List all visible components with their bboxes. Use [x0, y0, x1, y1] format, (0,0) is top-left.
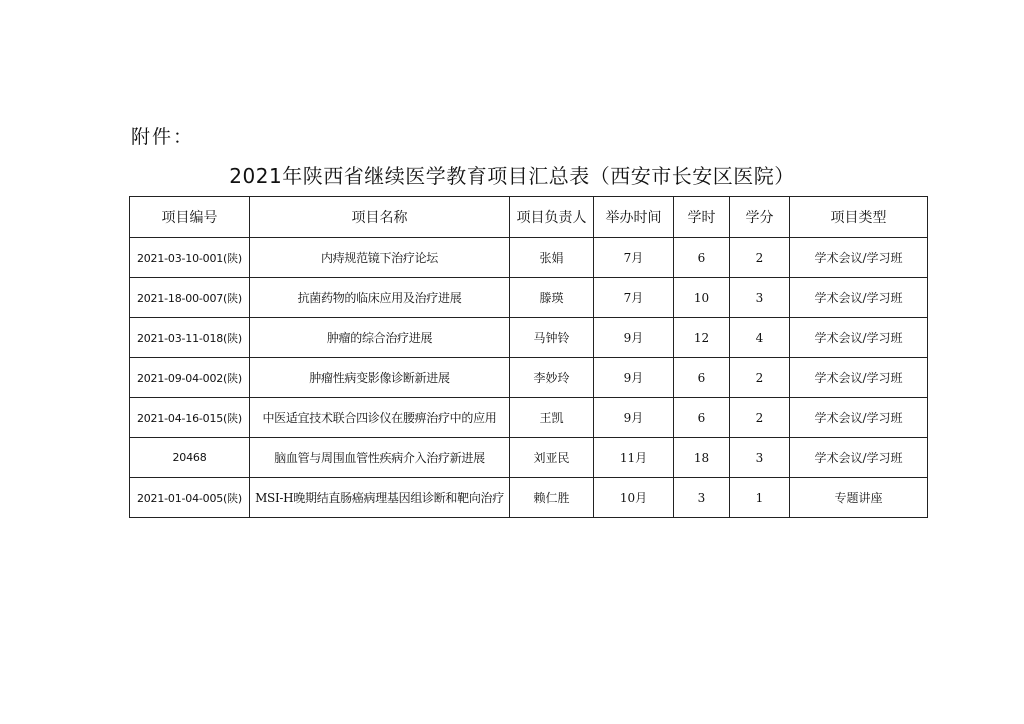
project-code-cell: 2021-03-11-018(陕) [130, 318, 250, 358]
project-code-cell: 2021-03-10-001(陕) [130, 238, 250, 278]
class-hours-cell: 18 [674, 438, 730, 478]
project-leader-cell: 刘亚民 [510, 438, 594, 478]
hold-time-cell: 11月 [594, 438, 674, 478]
header-project-leader: 项目负责人 [510, 197, 594, 238]
project-type-cell: 学术会议/学习班 [790, 438, 928, 478]
table-row [130, 478, 928, 518]
header-project-type: 项目类型 [790, 197, 928, 238]
project-type-cell: 学术会议/学习班 [790, 278, 928, 318]
class-hours-cell: 10 [674, 278, 730, 318]
project-code-cell: 20468 [130, 438, 250, 478]
hold-time-cell: 10月 [594, 478, 674, 518]
table-row [130, 438, 928, 478]
table-header-row [130, 197, 928, 238]
project-type-cell: 学术会议/学习班 [790, 358, 928, 398]
project-leader-cell: 李妙玲 [510, 358, 594, 398]
header-class-hours: 学时 [674, 197, 730, 238]
project-summary-table [129, 196, 928, 518]
table-row [130, 318, 928, 358]
project-type-cell: 学术会议/学习班 [790, 318, 928, 358]
project-name-cell: 抗菌药物的临床应用及治疗进展 [250, 278, 510, 318]
hold-time-cell: 9月 [594, 318, 674, 358]
header-credits: 学分 [730, 197, 790, 238]
header-project-name: 项目名称 [250, 197, 510, 238]
table-row [130, 238, 928, 278]
credits-cell: 3 [730, 278, 790, 318]
hold-time-cell: 7月 [594, 238, 674, 278]
project-name-cell: 中医适宜技术联合四诊仪在腰痹治疗中的应用 [250, 398, 510, 438]
class-hours-cell: 12 [674, 318, 730, 358]
project-name-cell: 肿瘤的综合治疗进展 [250, 318, 510, 358]
project-leader-cell: 滕瑛 [510, 278, 594, 318]
project-name-cell: 肿瘤性病变影像诊断新进展 [250, 358, 510, 398]
table-row [130, 398, 928, 438]
project-leader-cell: 张娟 [510, 238, 594, 278]
credits-cell: 2 [730, 238, 790, 278]
project-code-cell: 2021-01-04-005(陕) [130, 478, 250, 518]
project-leader-cell: 王凯 [510, 398, 594, 438]
project-name-cell: MSI-H晚期结直肠癌病理基因组诊断和靶向治疗 [250, 478, 510, 518]
project-type-cell: 学术会议/学习班 [790, 398, 928, 438]
class-hours-cell: 3 [674, 478, 730, 518]
hold-time-cell: 7月 [594, 278, 674, 318]
project-name-cell: 脑血管与周围血管性疾病介入治疗新进展 [250, 438, 510, 478]
credits-cell: 2 [730, 358, 790, 398]
credits-cell: 4 [730, 318, 790, 358]
table-row [130, 358, 928, 398]
project-leader-cell: 马钟铃 [510, 318, 594, 358]
credits-cell: 1 [730, 478, 790, 518]
project-code-cell: 2021-18-00-007(陕) [130, 278, 250, 318]
project-type-cell: 学术会议/学习班 [790, 238, 928, 278]
credits-cell: 3 [730, 438, 790, 478]
hold-time-cell: 9月 [594, 358, 674, 398]
document-title: 2021年陕西省继续医学教育项目汇总表（西安市长安区医院） [229, 164, 795, 188]
class-hours-cell: 6 [674, 358, 730, 398]
attachment-label: 附件： [131, 126, 195, 148]
project-name-cell: 内痔规范镜下治疗论坛 [250, 238, 510, 278]
project-leader-cell: 赖仁胜 [510, 478, 594, 518]
header-hold-time: 举办时间 [594, 197, 674, 238]
hold-time-cell: 9月 [594, 398, 674, 438]
header-project-code: 项目编号 [130, 197, 250, 238]
project-code-cell: 2021-09-04-002(陕) [130, 358, 250, 398]
class-hours-cell: 6 [674, 238, 730, 278]
credits-cell: 2 [730, 398, 790, 438]
project-code-cell: 2021-04-16-015(陕) [130, 398, 250, 438]
project-type-cell: 专题讲座 [790, 478, 928, 518]
class-hours-cell: 6 [674, 398, 730, 438]
table-row [130, 278, 928, 318]
